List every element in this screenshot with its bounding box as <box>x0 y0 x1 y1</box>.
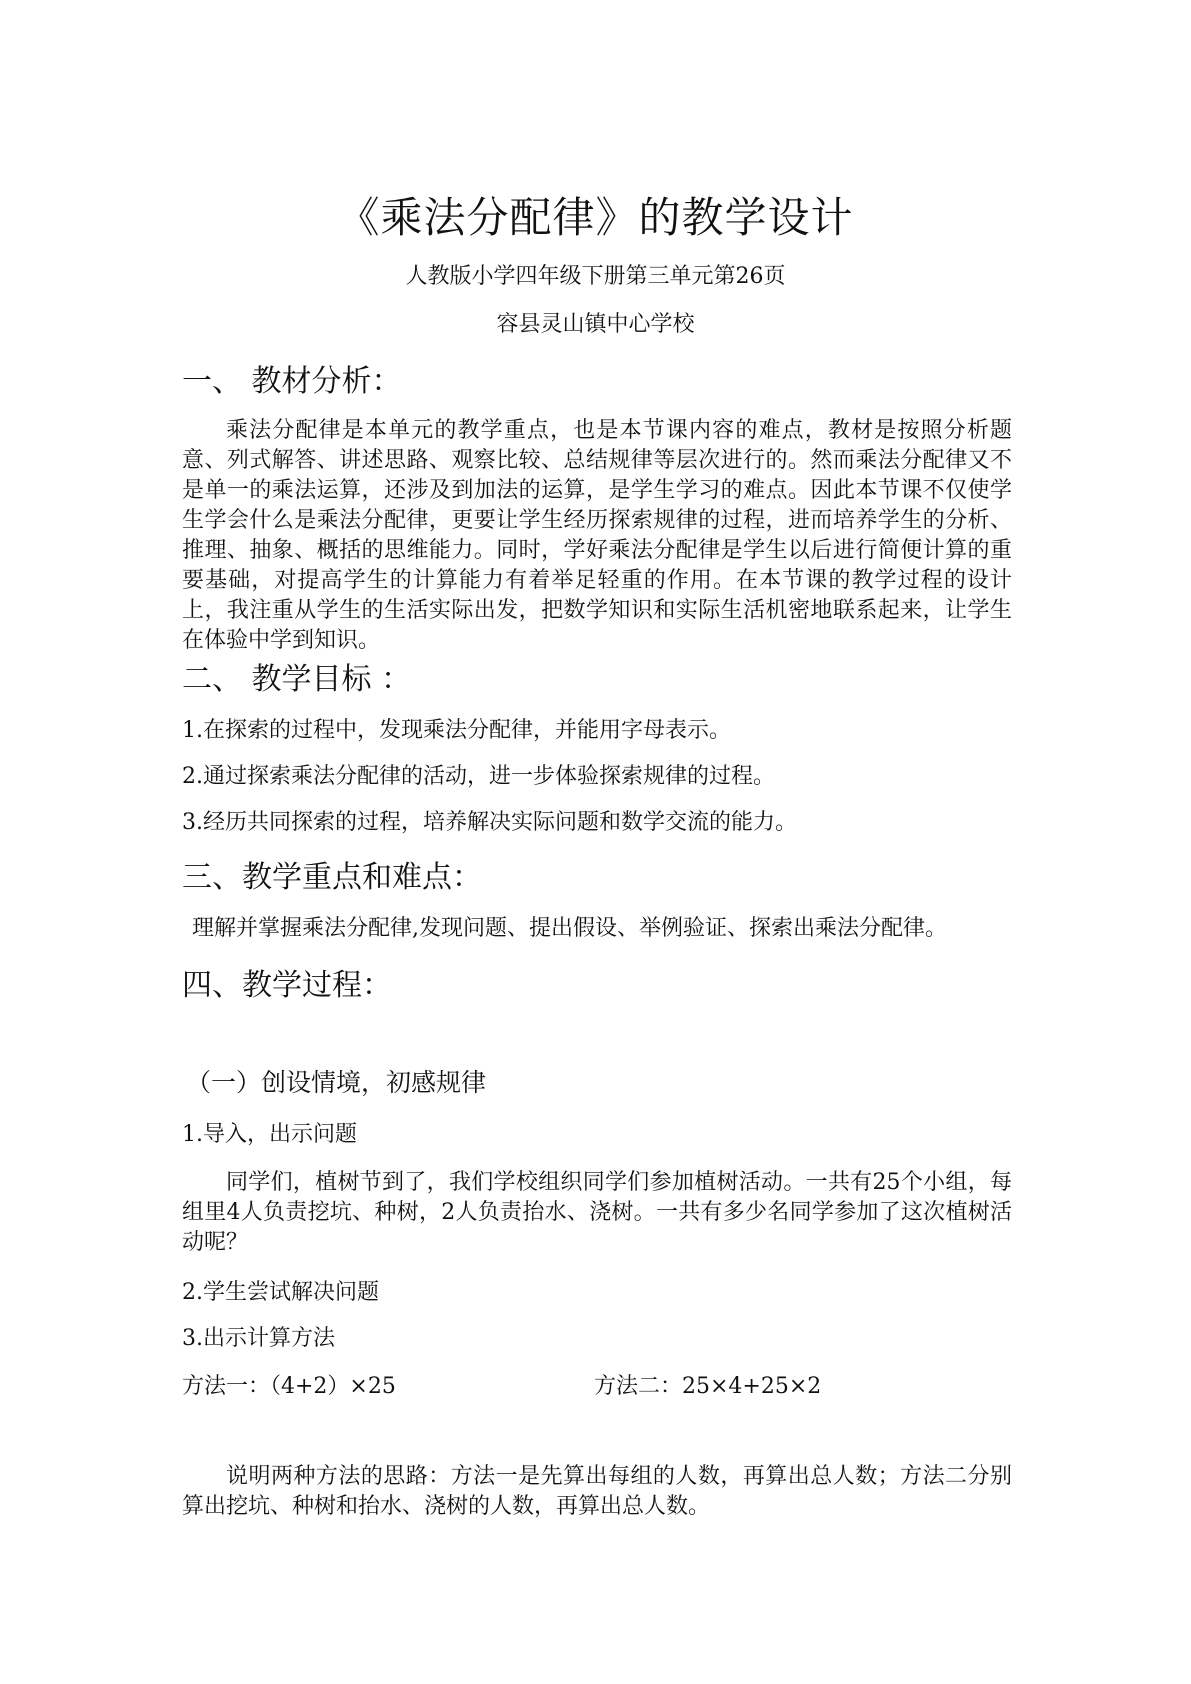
school-name: 容县灵山镇中心学校 <box>496 312 695 337</box>
step-2: 2.学生尝试解决问题 <box>182 1280 379 1305</box>
section-heading-goals: 二、 教学目标 ： <box>182 662 412 697</box>
goal-item-1: 1.在探索的过程中，发现乘法分配律，并能用字母表示。 <box>182 718 731 743</box>
textbook-subtitle: 人教版小学四年级下册第三单元第26页 <box>405 264 786 289</box>
method-2: 方法二：25×4+25×2 <box>594 1374 822 1399</box>
method-1: 方法一：（4+2）×25 <box>182 1374 396 1399</box>
document-title: 《乘法分配律》的教学设计 <box>337 193 854 242</box>
section-heading-process: 四、教学过程： <box>182 968 392 1003</box>
step-3: 3.出示计算方法 <box>182 1326 335 1351</box>
section-heading-key-points: 三、教学重点和难点： <box>182 860 482 895</box>
section-heading-analysis: 一、 教材分析： <box>182 364 402 399</box>
part1-heading: （一）创设情境，初感规律 <box>186 1068 487 1097</box>
step-1: 1.导入，出示问题 <box>182 1122 357 1147</box>
key-points-text: 理解并掌握乘法分配律,发现问题、提出假设、举例验证、探索出乘法分配律。 <box>192 916 947 941</box>
goal-item-3: 3.经历共同探索的过程，培养解决实际问题和数学交流的能力。 <box>182 810 797 835</box>
analysis-paragraph: 乘法分配律是本单元的教学重点，也是本节课内容的难点，教材是按照分析题意、列式解答、讲述思路、观察比较、总结规律等层次进行的。然而乘法分配律又不是单一的乘法运算，还涉及到加法的运算，是学生学习的难点。因此本节课不仅使学生学会什么是乘法分配律，更要让学生经历探索规律的过程，进而培养学生的分析、推理、抽象、概括的思维能力。同时，学好乘法分配律是学生以后进行简便计算的重要基础，对提高学生的计算能力有着举足轻重的作用。在本节课的教学过程的设计上，我注重从学生的生活实际出发，把数学知识和实际生活机密地联系起来，让学生在体验中学到知识。 <box>182 418 1012 653</box>
methods-explanation: 说明两种方法的思路：方法一是先算出每组的人数，再算出总人数；方法二分别算出挖坑、种树和抬水、浇树的人数，再算出总人数。 <box>182 1464 1012 1519</box>
problem-paragraph: 同学们，植树节到了，我们学校组织同学们参加植树活动。一共有25个小组，每组里4人负责挖坑、种树，2人负责抬水、浇树。一共有多少名同学参加了这次植树活动呢？ <box>182 1170 1012 1255</box>
goal-item-2: 2.通过探索乘法分配律的活动，进一步体验探索规律的过程。 <box>182 764 775 789</box>
